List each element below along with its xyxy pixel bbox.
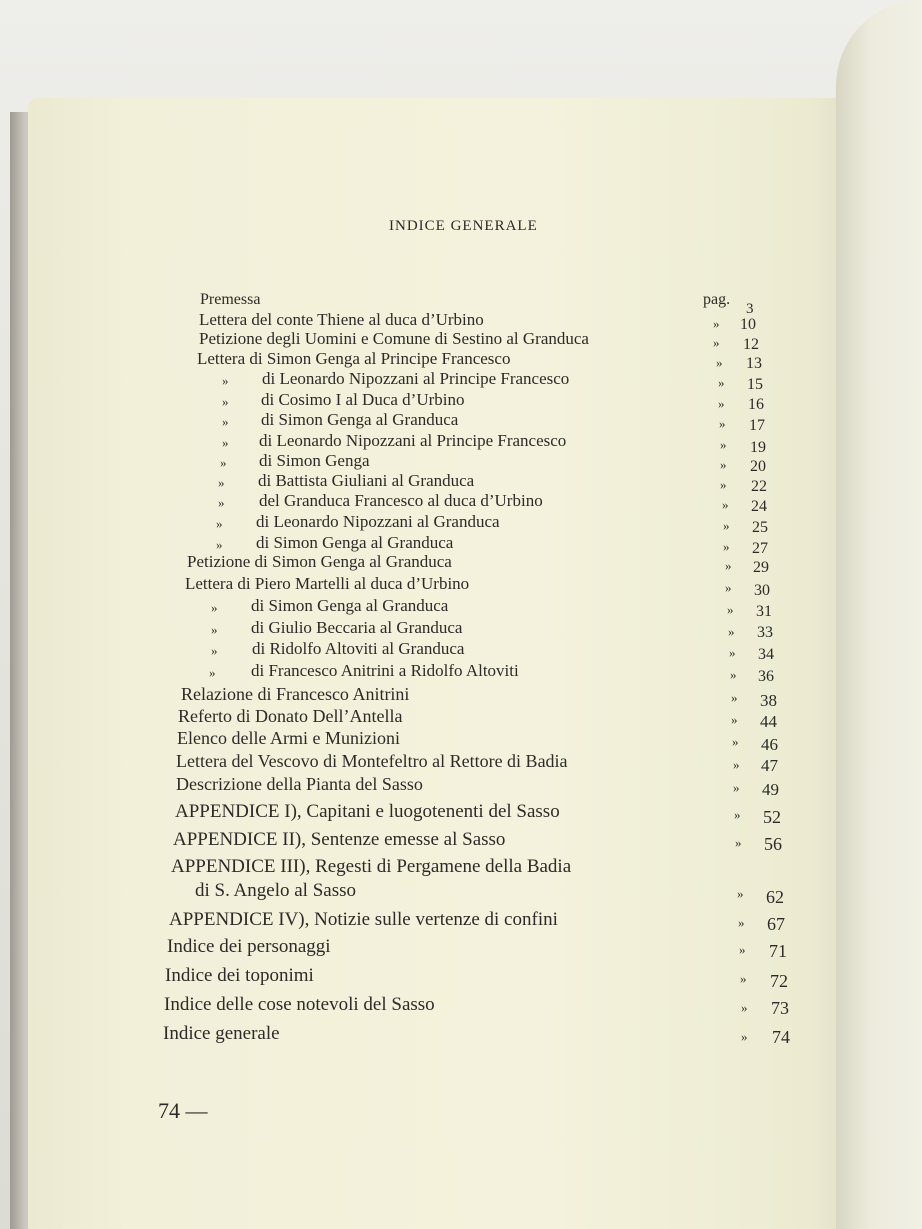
ditto-mark: » <box>216 516 223 531</box>
page-separator: » <box>733 757 740 772</box>
entry-page-number: 10 <box>740 316 756 333</box>
page-separator: » <box>723 518 730 533</box>
entry-page-number: 16 <box>748 396 764 413</box>
entry-page-number: 24 <box>751 498 767 515</box>
entry-title: di Leonardo Nipozzani al Principe Francesco <box>259 431 567 450</box>
page-separator: » <box>713 316 720 331</box>
page-separator: » <box>723 539 730 554</box>
entry-page-number: 25 <box>752 519 768 536</box>
entry-title: Petizione degli Uomini e Comune di Sestino al Granduca <box>199 329 589 348</box>
entry-page-number: 34 <box>758 646 774 663</box>
page-separator: » <box>732 734 739 749</box>
entry-page-number: 33 <box>757 624 773 641</box>
entry-title: di Francesco Anitrini a Ridolfo Altoviti <box>251 661 519 680</box>
entry-title: di Battista Giuliani al Granduca <box>258 471 475 490</box>
page-separator: » <box>740 971 747 986</box>
entry-page-number: 20 <box>750 458 766 475</box>
page-title: INDICE GENERALE <box>389 218 538 234</box>
entry-page-number: 27 <box>752 540 768 557</box>
entry-title: di Leonardo Nipozzani al Granduca <box>256 512 500 531</box>
entry-page-number: 71 <box>769 941 787 961</box>
page-separator: » <box>725 580 732 595</box>
ditto-mark: » <box>211 600 218 615</box>
entry-page-number: 56 <box>764 834 782 854</box>
entry-title: di Cosimo I al Duca d’Urbino <box>261 390 465 409</box>
ditto-mark: » <box>216 537 223 552</box>
entry-title: Indice dei personaggi <box>167 936 331 957</box>
page-separator: » <box>716 355 723 370</box>
entry-page-number: 12 <box>743 336 759 353</box>
page-separator: » <box>720 437 727 452</box>
page-separator: » <box>728 624 735 639</box>
ditto-mark: » <box>218 475 225 490</box>
entry-page-number: 29 <box>753 559 769 576</box>
entry-page-number: 49 <box>762 780 779 799</box>
page-separator: » <box>718 375 725 390</box>
page-separator: » <box>727 602 734 617</box>
page-separator: » <box>719 416 726 431</box>
entry-page-number: 31 <box>756 603 772 620</box>
page-separator: » <box>735 835 742 850</box>
page-separator: » <box>737 886 744 901</box>
entry-title: APPENDICE IV), Notizie sulle vertenze di confini <box>169 909 558 930</box>
ditto-mark: » <box>222 414 229 429</box>
page-separator: » <box>718 396 725 411</box>
entry-title: Lettera del conte Thiene al duca d’Urbino <box>199 310 484 329</box>
entry-page-number: 15 <box>747 376 763 393</box>
entry-title: di Leonardo Nipozzani al Principe Francesco <box>262 369 570 388</box>
page-separator: » <box>741 1000 748 1015</box>
page-separator: » <box>725 558 732 573</box>
page-separator: » <box>731 712 738 727</box>
entry-title: di S. Angelo al Sasso <box>195 880 356 901</box>
entry-title: Referto di Donato Dell’Antella <box>178 706 403 726</box>
entry-page-number: 17 <box>749 417 765 434</box>
ditto-mark: » <box>222 394 229 409</box>
entry-title: di Simon Genga <box>259 451 370 470</box>
entry-page-number: 72 <box>770 971 788 991</box>
entry-title: Relazione di Francesco Anitrini <box>181 684 410 704</box>
entry-page-number: 22 <box>751 478 767 495</box>
entry-page-number: 44 <box>760 712 777 731</box>
page-separator: » <box>729 645 736 660</box>
ditto-mark: » <box>222 373 229 388</box>
entry-title: del Granduca Francesco al duca d’Urbino <box>259 491 543 510</box>
page-separator: » <box>739 942 746 957</box>
page-separator: » <box>730 667 737 682</box>
ditto-mark: » <box>220 455 227 470</box>
entry-title: Descrizione della Pianta del Sasso <box>176 774 423 794</box>
entry-title: Indice delle cose notevoli del Sasso <box>164 994 435 1015</box>
entry-page-number: 47 <box>761 756 778 775</box>
page-number: 74 — <box>158 1098 208 1123</box>
entry-title: APPENDICE I), Capitani e luogotenenti del Sasso <box>175 801 560 822</box>
page-separator: » <box>713 335 720 350</box>
page-separator: » <box>720 477 727 492</box>
page-separator: » <box>741 1029 748 1044</box>
entry-page-number: 30 <box>754 582 770 599</box>
entry-title: Lettera di Simon Genga al Principe Francesco <box>197 349 511 368</box>
entry-title: di Simon Genga al Granduca <box>261 410 459 429</box>
ditto-mark: » <box>211 643 218 658</box>
entry-page-number: 13 <box>746 355 762 372</box>
entry-title: di Giulio Beccaria al Granduca <box>251 618 463 637</box>
entry-page-number: 73 <box>771 998 789 1018</box>
entry-title: di Simon Genga al Granduca <box>256 533 454 552</box>
page-separator: » <box>722 497 729 512</box>
page-separator: » <box>731 690 738 705</box>
entry-page-number: 52 <box>763 807 781 827</box>
entry-page-number: 3 <box>746 301 754 317</box>
ditto-mark: » <box>222 435 229 450</box>
entry-page-number: 67 <box>767 914 785 934</box>
entry-page-number: 36 <box>758 668 774 685</box>
entry-title: Indice generale <box>163 1023 280 1044</box>
entry-title: Premessa <box>200 291 261 308</box>
ditto-mark: » <box>218 495 225 510</box>
entry-title: di Ridolfo Altoviti al Granduca <box>252 639 465 658</box>
entry-title: APPENDICE III), Regesti di Pergamene della Badia <box>171 856 572 877</box>
page-separator: pag. <box>703 291 731 308</box>
page-separator: » <box>738 915 745 930</box>
entry-page-number: 38 <box>760 691 777 710</box>
entry-page-number: 46 <box>761 735 778 754</box>
page-separator: » <box>733 780 740 795</box>
ditto-mark: » <box>211 622 218 637</box>
entry-title: Lettera del Vescovo di Montefeltro al Rettore di Badia <box>176 751 568 771</box>
ditto-mark: » <box>209 665 216 680</box>
page-separator: » <box>720 457 727 472</box>
entry-title: di Simon Genga al Granduca <box>251 596 449 615</box>
entry-page-number: 74 <box>772 1027 790 1047</box>
entry-page-number: 62 <box>766 887 784 907</box>
entry-title: APPENDICE II), Sentenze emesse al Sasso <box>173 829 506 850</box>
page-separator: » <box>734 807 741 822</box>
entry-title: Indice dei toponimi <box>165 965 314 986</box>
entry-page-number: 19 <box>750 439 766 456</box>
entry-title: Petizione di Simon Genga al Granduca <box>187 552 452 571</box>
entry-title: Elenco delle Armi e Munizioni <box>177 728 400 748</box>
entry-title: Lettera di Piero Martelli al duca d’Urbino <box>185 574 470 593</box>
